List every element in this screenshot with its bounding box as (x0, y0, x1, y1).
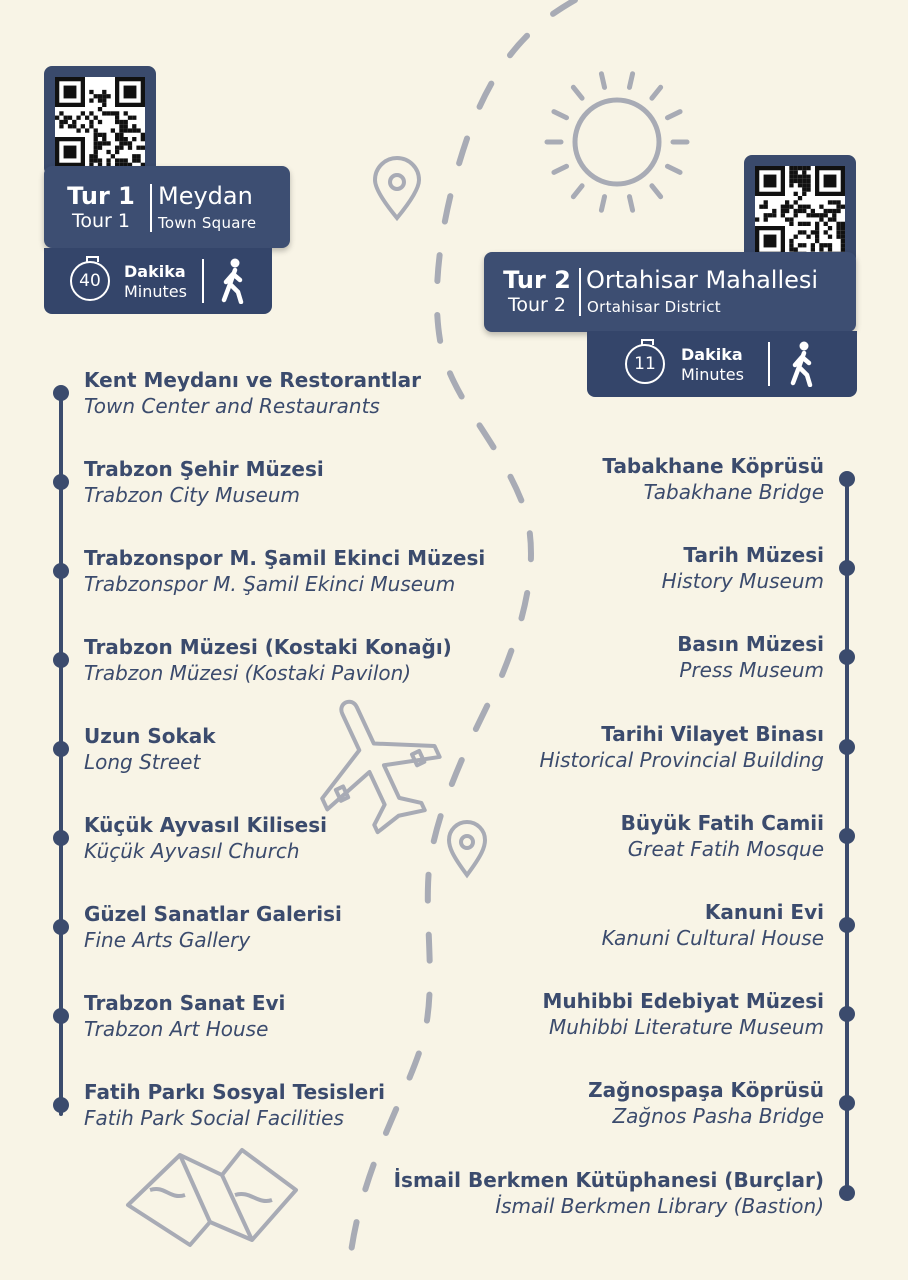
stop-name-tr: Zağnospaşa Köprüsü (588, 1078, 824, 1103)
tour1-name-en: Town Square (158, 214, 257, 232)
stop-name-en: İsmail Berkmen Library (Bastion) (495, 1193, 824, 1218)
tour2-number-tr: Tur 2 (503, 266, 571, 294)
tour2-stop-marker (839, 1185, 855, 1201)
tour1-stop (84, 1079, 385, 1131)
tour2-stop (621, 810, 824, 862)
tour2-minutes-label: Minutes (681, 365, 744, 384)
qr-code-icon[interactable] (755, 166, 845, 256)
tour2-stop (662, 542, 824, 594)
tour2-stop (394, 1167, 824, 1219)
stop-name-en: Long Street (84, 750, 201, 774)
stop-name-tr: Fatih Parkı Sosyal Tesisleri (84, 1080, 385, 1104)
tour1-name-tr: Meydan (158, 182, 253, 210)
stop-name-tr: Büyük Fatih Camii (620, 810, 824, 835)
stop-name-en: Muhibbi Literature Museum (548, 1015, 824, 1040)
tour1-stop (84, 812, 327, 864)
tour1-duration-box (44, 248, 272, 314)
tour1-stop (84, 990, 285, 1042)
stop-name-tr: Basın Müzesi (677, 632, 824, 657)
stop-name-en: Kanuni Cultural House (601, 926, 824, 950)
tour1-stop (84, 634, 452, 686)
tour1-stop-marker (53, 1097, 69, 1113)
stopwatch-icon (70, 261, 110, 301)
stop-name-en: History Museum (661, 569, 824, 594)
stop-name-en: Trabzon City Museum (84, 483, 300, 507)
tour2-stop (602, 899, 824, 951)
tour1-stop-marker (53, 741, 69, 757)
tour1-dakika-label: Dakika (124, 262, 186, 281)
tour2-name-en: Ortahisar District (587, 298, 721, 316)
tour1-stop-marker (53, 1008, 69, 1024)
stop-name-en: Trabzon Art House (84, 1017, 269, 1041)
stop-name-tr: Muhibbi Edebiyat Müzesi (542, 989, 824, 1014)
stop-name-tr: Trabzon Müzesi (Kostaki Konağı) (84, 635, 452, 659)
tour1-minutes-label: Minutes (124, 282, 187, 301)
tour1-stop-marker (53, 830, 69, 846)
stop-name-en: Zağnos Pasha Bridge (612, 1104, 824, 1129)
tour2-minutes-value: 11 (634, 354, 656, 374)
tour2-stop (540, 721, 824, 773)
stop-name-tr: Trabzon Sanat Evi (84, 991, 286, 1015)
walking-person-icon (218, 258, 248, 304)
tour2-stop (588, 1077, 824, 1129)
tour1-number-tr: Tur 1 (67, 182, 135, 210)
tour1-stop (84, 723, 216, 775)
tour1-qr-card (44, 66, 156, 176)
stop-name-en: Trabzonspor M. Şamil Ekinci Museum (84, 572, 456, 596)
tour2-qr-card (744, 155, 856, 265)
stop-name-tr: Küçük Ayvasıl Kilisesi (84, 813, 327, 837)
tour1-stop-marker (53, 919, 69, 935)
tour2-dakika-label: Dakika (681, 345, 743, 364)
tour1-stop (84, 901, 342, 953)
tour2-stop-marker (839, 471, 855, 487)
stop-name-en: Fatih Park Social Facilities (84, 1106, 344, 1130)
tour1-title-box (44, 166, 290, 248)
tour2-stop-marker (839, 917, 855, 933)
tour2-title-box (484, 252, 856, 332)
stop-name-en: Historical Provincial Building (539, 747, 824, 772)
tour2-stop (677, 631, 824, 683)
tour2-stop-marker (839, 828, 855, 844)
stop-name-tr: Kent Meydanı ve Restorantlar (84, 368, 421, 392)
tour2-number-en: Tour 2 (508, 294, 566, 316)
tour1-stop-marker (53, 563, 69, 579)
tour1-stop-marker (53, 474, 69, 490)
walking-person-icon (787, 341, 817, 387)
tour1-minutes-value: 40 (79, 271, 101, 291)
tour1-stop-marker (53, 385, 69, 401)
tour2-stop (602, 453, 824, 505)
stop-name-tr: Tarihi Vilayet Binası (601, 721, 824, 746)
stop-name-en: Trabzon Müzesi (Kostaki Pavilon) (84, 661, 412, 685)
map-pin-icon (449, 822, 485, 875)
tour2-name-tr: Ortahisar Mahallesi (586, 266, 819, 294)
tour1-number-en: Tour 1 (72, 210, 130, 232)
stop-name-en: Tabakhane Bridge (643, 480, 824, 504)
stopwatch-icon (625, 344, 665, 384)
stop-name-tr: Kanuni Evi (704, 900, 824, 924)
stop-name-en: Küçük Ayvasıl Church (84, 839, 300, 863)
stop-name-en: Great Fatih Mosque (627, 836, 824, 861)
stop-name-en: Press Museum (679, 658, 824, 683)
tour1-stop (84, 456, 324, 508)
tour1-stop-marker (53, 652, 69, 668)
qr-code-icon[interactable] (55, 77, 145, 167)
stop-name-en: Fine Arts Gallery (84, 928, 251, 952)
tour2-stop (542, 988, 824, 1040)
stop-name-tr: Trabzonspor M. Şamil Ekinci Müzesi (84, 546, 486, 570)
stop-name-tr: Tabakhane Köprüsü (602, 454, 824, 478)
tour1-stop (84, 367, 421, 419)
tour1-stop (84, 545, 485, 597)
stop-name-tr: Güzel Sanatlar Galerisi (84, 902, 342, 926)
stop-name-tr: İsmail Berkmen Kütüphanesi (Burçlar) (393, 1167, 824, 1192)
map-pin-icon (375, 158, 419, 218)
folded-map-icon (128, 1150, 296, 1245)
stop-name-tr: Uzun Sokak (84, 724, 216, 748)
tour2-stop-marker (839, 739, 855, 755)
sun-icon (547, 74, 687, 210)
stop-name-en: Town Center and Restaurants (84, 394, 380, 418)
tour2-duration-box (587, 331, 857, 397)
stop-name-tr: Tarih Müzesi (683, 543, 824, 568)
stop-name-tr: Trabzon Şehir Müzesi (84, 457, 324, 481)
